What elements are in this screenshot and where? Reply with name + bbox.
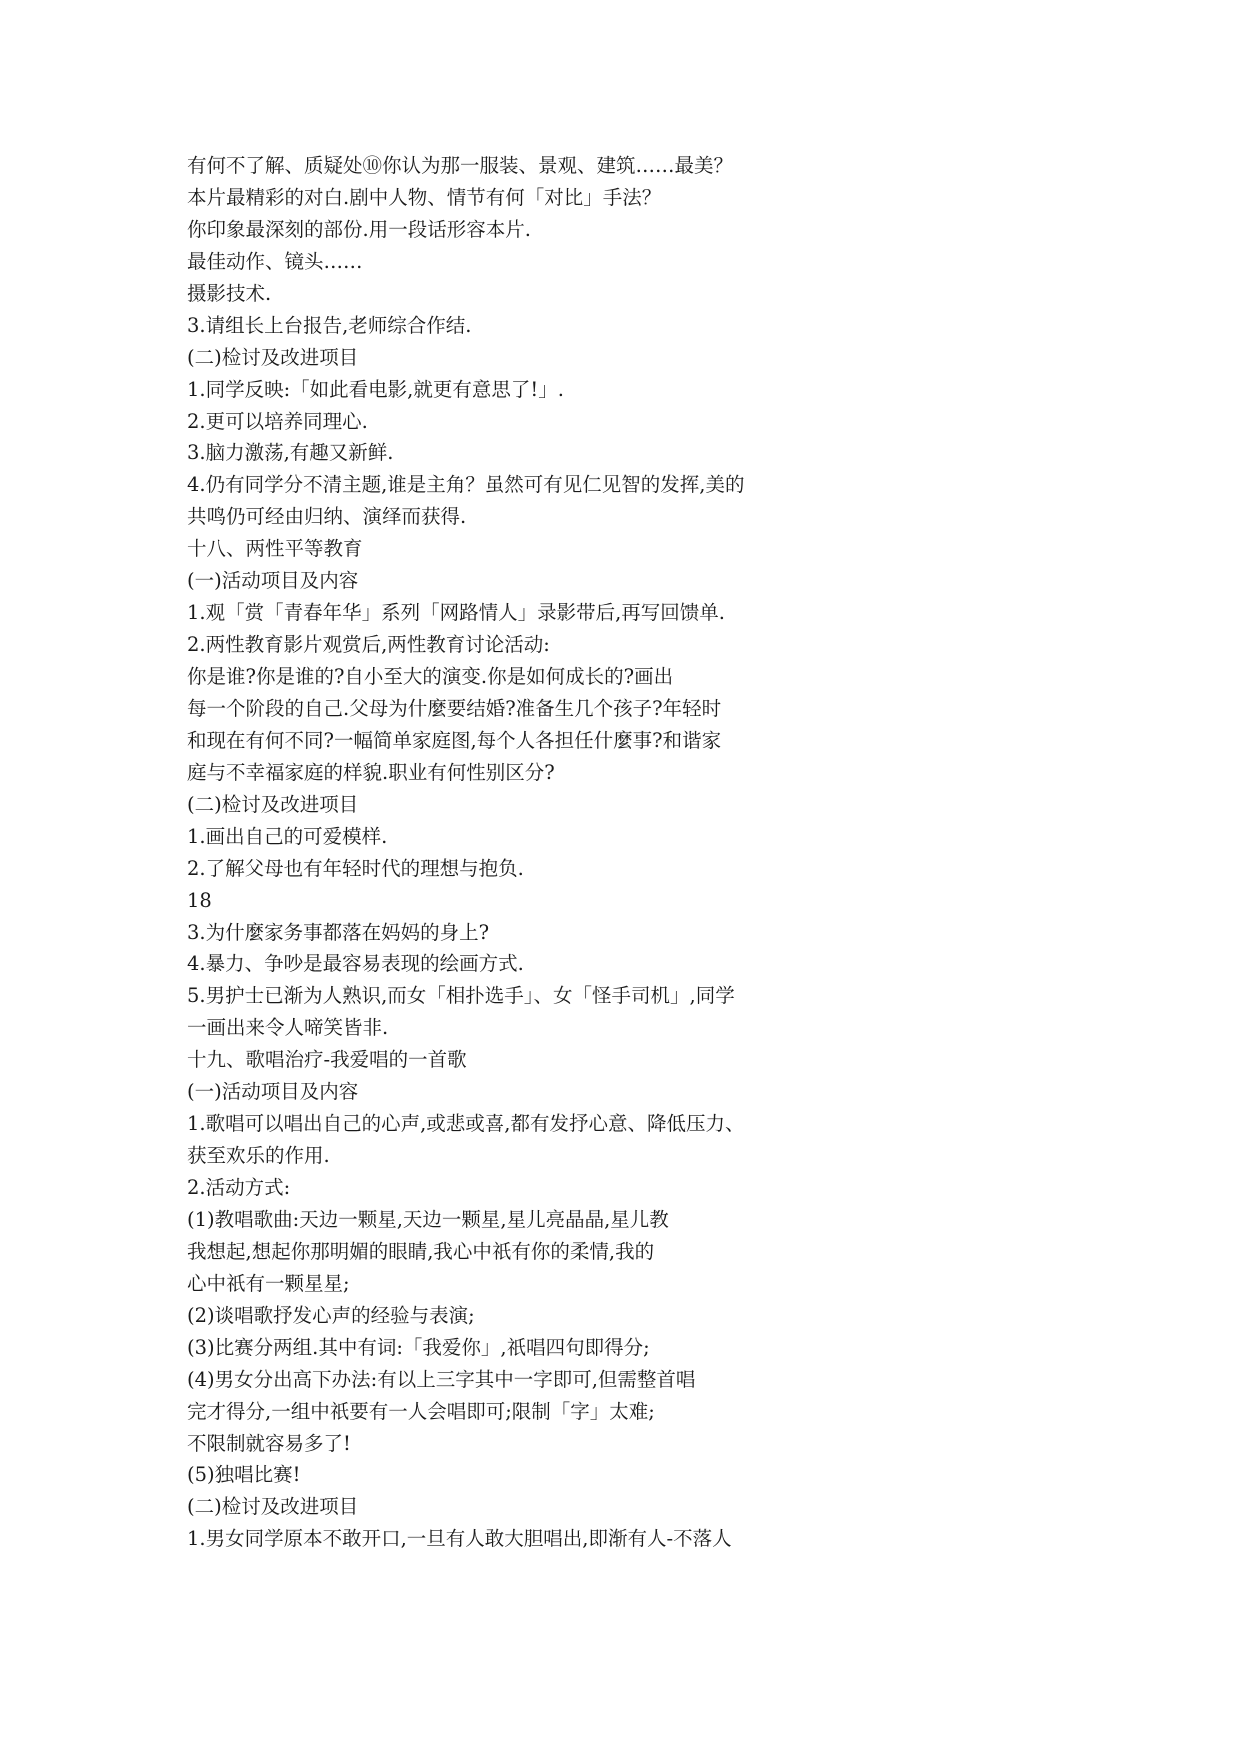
text-line: 5.男护士已渐为人熟识,而女「相扑选手」、女「怪手司机」,同学 xyxy=(187,984,735,1008)
text-line: (5)独唱比赛! xyxy=(187,1463,301,1487)
text-line: (1)教唱歌曲:天边一颗星,天边一颗星,星儿亮晶晶,星儿教 xyxy=(187,1207,669,1231)
text-line: 你印象最深刻的部份.用一段话形容本片. xyxy=(187,217,531,241)
text-line: 不限制就容易多了! xyxy=(187,1431,351,1455)
text-line: 1.男女同学原本不敢开口,一旦有人敢大胆唱出,即渐有人-不落人 xyxy=(187,1527,732,1551)
text-line: 2.了解父母也有年轻时代的理想与抱负. xyxy=(187,856,524,880)
text-line: 摄影技术. xyxy=(187,281,272,305)
page-number: 18 xyxy=(187,888,212,912)
text-line: 2.活动方式: xyxy=(187,1176,291,1199)
section-heading: (二)检讨及改进项目 xyxy=(187,345,359,369)
text-line: 1.同学反映:「如此看电影,就更有意思了!」. xyxy=(187,377,564,401)
text-line: (3)比赛分两组.其中有词:「我爱你」,祇唱四句即得分; xyxy=(187,1335,650,1359)
text-line: 完才得分,一组中祇要有一人会唱即可;限制「字」太难; xyxy=(187,1399,655,1423)
text-line: 1.观「赏「青春年华」系列「网路情人」录影带后,再写回馈单. xyxy=(187,601,726,625)
text-line: 2.更可以培养同理心. xyxy=(187,409,368,433)
section-heading: (一)活动项目及内容 xyxy=(187,569,359,593)
text-line: (2)谈唱歌抒发心声的经验与表演; xyxy=(187,1303,475,1327)
text-line: 我想起,想起你那明媚的眼睛,我心中祇有你的柔情,我的 xyxy=(187,1239,655,1263)
text-line: 有何不了解、质疑处⑩你认为那一服装、景观、建筑……最美？ xyxy=(187,154,734,177)
chapter-heading: 十八、两性平等教育 xyxy=(187,537,363,561)
text-line: 3.脑力激荡,有趣又新鲜. xyxy=(187,441,394,465)
text-line: (4)男女分出高下办法:有以上三字其中一字即可,但需整首唱 xyxy=(187,1367,696,1391)
section-heading: (一)活动项目及内容 xyxy=(187,1080,359,1104)
section-heading: (二)检讨及改进项目 xyxy=(187,1495,359,1519)
text-line: 每一个阶段的自己.父母为什麼要结婚?准备生几个孩子?年轻时 xyxy=(187,696,722,720)
section-heading: (二)检讨及改进项目 xyxy=(187,792,359,816)
text-line: 一画出来令人啼笑皆非. xyxy=(187,1016,389,1040)
text-line: 最佳动作、镜头…… xyxy=(187,249,363,273)
chapter-heading: 十九、歌唱治疗-我爱唱的一首歌 xyxy=(187,1048,467,1072)
text-line: 1.歌唱可以唱出自己的心声,或悲或喜,都有发抒心意、降低压力、 xyxy=(187,1112,745,1136)
text-line: 1.画出自己的可爱模样. xyxy=(187,824,388,848)
text-line: 庭与不幸福家庭的样貌.职业有何性别区分? xyxy=(187,760,555,784)
text-line: 你是谁?你是谁的?自小至大的演变.你是如何成长的?画出 xyxy=(187,665,674,688)
text-line: 4.仍有同学分不清主题,谁是主角？虽然可有见仁见智的发挥,美的 xyxy=(187,473,745,497)
text-line: 4.暴力、争吵是最容易表现的绘画方式. xyxy=(187,952,524,976)
text-line: 3.为什麼家务事都落在妈妈的身上? xyxy=(187,920,490,944)
text-line: 3.请组长上台报告,老师综合作结. xyxy=(187,313,472,337)
text-line: 和现在有何不同?一幅简单家庭图,每个人各担任什麼事?和谐家 xyxy=(187,728,722,752)
text-line: 获至欢乐的作用. xyxy=(187,1144,330,1168)
text-line: 心中祇有一颗星星; xyxy=(187,1271,350,1295)
text-line: 本片最精彩的对白.剧中人物、情节有何「对比」手法？ xyxy=(187,185,662,209)
text-line: 共鸣仍可经由归纳、演绎而获得. xyxy=(187,505,467,529)
document-page xyxy=(187,150,827,1555)
text-line: 2.两性教育影片观赏后,两性教育讨论活动: xyxy=(187,633,550,657)
